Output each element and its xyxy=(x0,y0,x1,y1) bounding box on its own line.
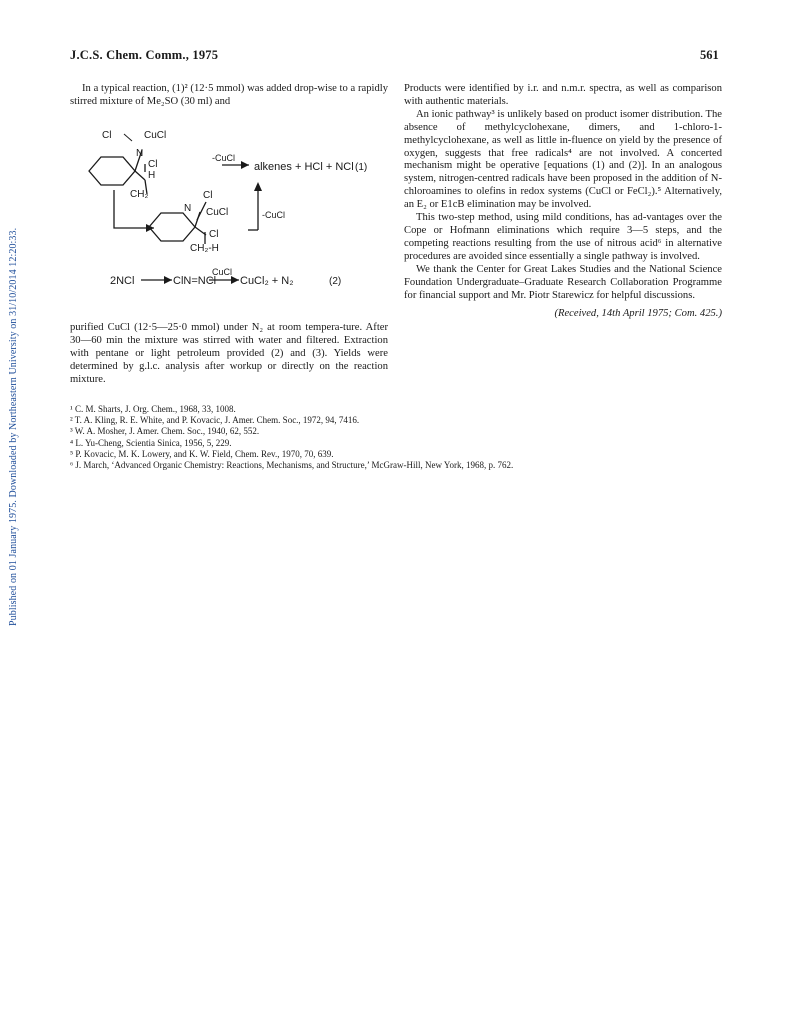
eq1-products: alkenes + HCl + NCl xyxy=(254,161,354,173)
cyclohexane-ring-top xyxy=(89,157,135,185)
label-cl-mid-2: Cl xyxy=(209,229,219,240)
label-ch2-top: CH₂ xyxy=(130,189,149,200)
paragraph-identification: Products were identified by i.r. and n.m.r. spectra, as well as comparison with authentic materials. xyxy=(404,83,722,107)
label-cl-top-2: Cl xyxy=(148,159,158,170)
paragraph-procedure-start: In a typical reaction, (1)² (12·5 mmol) was added drop-wise to a rapidly stirred mixture of Me₂SO (30 ml) and xyxy=(70,83,388,107)
label-n-mid: N xyxy=(184,203,192,214)
reference-item: ² T. A. Kling, R. E. White, and P. Kovacic, J. Amer. Chem. Soc., 1972, 94, 7416. xyxy=(70,415,360,426)
reference-item: ³ W. A. Mosher, J. Amer. Chem. Soc., 1940, 62, 552. xyxy=(70,426,260,437)
reference-item: ⁴ L. Yu-Cheng, Scientia Sinica, 1956, 5, 229. xyxy=(70,437,232,448)
label-cucl-top: CuCl xyxy=(144,130,167,141)
side-reagent: -CuCl xyxy=(262,210,286,220)
eq2-left: 2NCl xyxy=(110,275,135,287)
label-ch2h-mid: CH₂-H xyxy=(190,243,219,254)
label-h-top: H xyxy=(148,170,156,181)
label-cl-mid: Cl xyxy=(203,190,213,201)
reaction-scheme xyxy=(72,120,397,305)
reference-item: ¹ C. M. Sharts, J. Org. Chem., 1968, 33, 1008. xyxy=(70,404,236,414)
page-number: 561 xyxy=(700,48,719,62)
references xyxy=(70,404,730,471)
eq2-mid: ClN=NCl xyxy=(173,275,217,287)
left-column-top xyxy=(70,83,388,109)
right-column xyxy=(404,83,722,321)
eq1-number: (1) xyxy=(355,162,368,173)
paragraph-procedure-end: purified CuCl (12·5—25·0 mmol) under N₂ at room tempera-ture. After 30—60 min the mixture was stirred with water and filtered. Extraction with pentane or light petroleum provided (2) and (3). Yields were determined by g.l.c. analysis after workup or directly on the reaction mixture. xyxy=(70,322,388,385)
eq2-right: CuCl₂ + N₂ xyxy=(240,275,294,287)
eq2-reagent: CuCl xyxy=(212,267,233,277)
cyclohexane-ring-middle xyxy=(149,213,195,241)
eq2-number: (2) xyxy=(329,276,342,287)
reference-item: ⁶ J. March, ‘Advanced Organic Chemistry: Reactions, Mechanisms, and Structure,’ McGraw-Hill, New York, 1968, p. 762. xyxy=(70,460,514,471)
paragraph-acknowledgements: We thank the Center for Great Lakes Studies and the National Science Foundation Undergraduate–Graduate Research Collaboration Programme for financial support and Mr. Piotr Starewicz for helpful discussions. xyxy=(404,263,722,301)
paragraph-mechanism: An ionic pathway³ is unlikely based on product isomer distribution. The absence of methylcyclohexane, dimers, and 1-chloro-1-methylcyclohexane, as well as little in-fluence on yield by the presence of oxygen, suggests that free radicals⁴ are not involved. A concerted mechanism might be operative [equations (1) and (2)]. In an analogous system, nitrogen-centred radicals have been proposed in the addition of N-chloroamines to olefins in redox systems (CuCl or FeCl₂).⁵ Alternatively, an E₂ or E1cB elimination may be involved. xyxy=(404,108,722,211)
received-date: (Received, 14th April 1975; Com. 425.) xyxy=(554,308,722,320)
label-n-top: N xyxy=(136,148,144,159)
download-side-note[interactable]: Published on 01 January 1975. Downloaded by Northeastern University on 31/10/2014 12:20:33. xyxy=(8,227,19,626)
eq1-reagent: -CuCl xyxy=(212,153,236,163)
label-cucl-mid: CuCl xyxy=(206,207,229,218)
label-cl-top: Cl xyxy=(102,130,112,141)
reference-item: ⁵ P. Kovacic, M. K. Lowery, and K. W. Field, Chem. Rev., 1970, 70, 639. xyxy=(70,448,334,459)
left-column-bottom xyxy=(70,322,388,387)
journal-header: J.C.S. Chem. Comm., 1975 xyxy=(70,48,219,62)
paragraph-advantages: This two-step method, using mild conditions, has ad-vantages over the Cope or Hofmann eliminations which require 3—5 steps, and the competing reactions resulting from the use of nitrous acid⁶ in alternative procedures are avoided since essentially a single pathway is involved. xyxy=(404,212,722,262)
